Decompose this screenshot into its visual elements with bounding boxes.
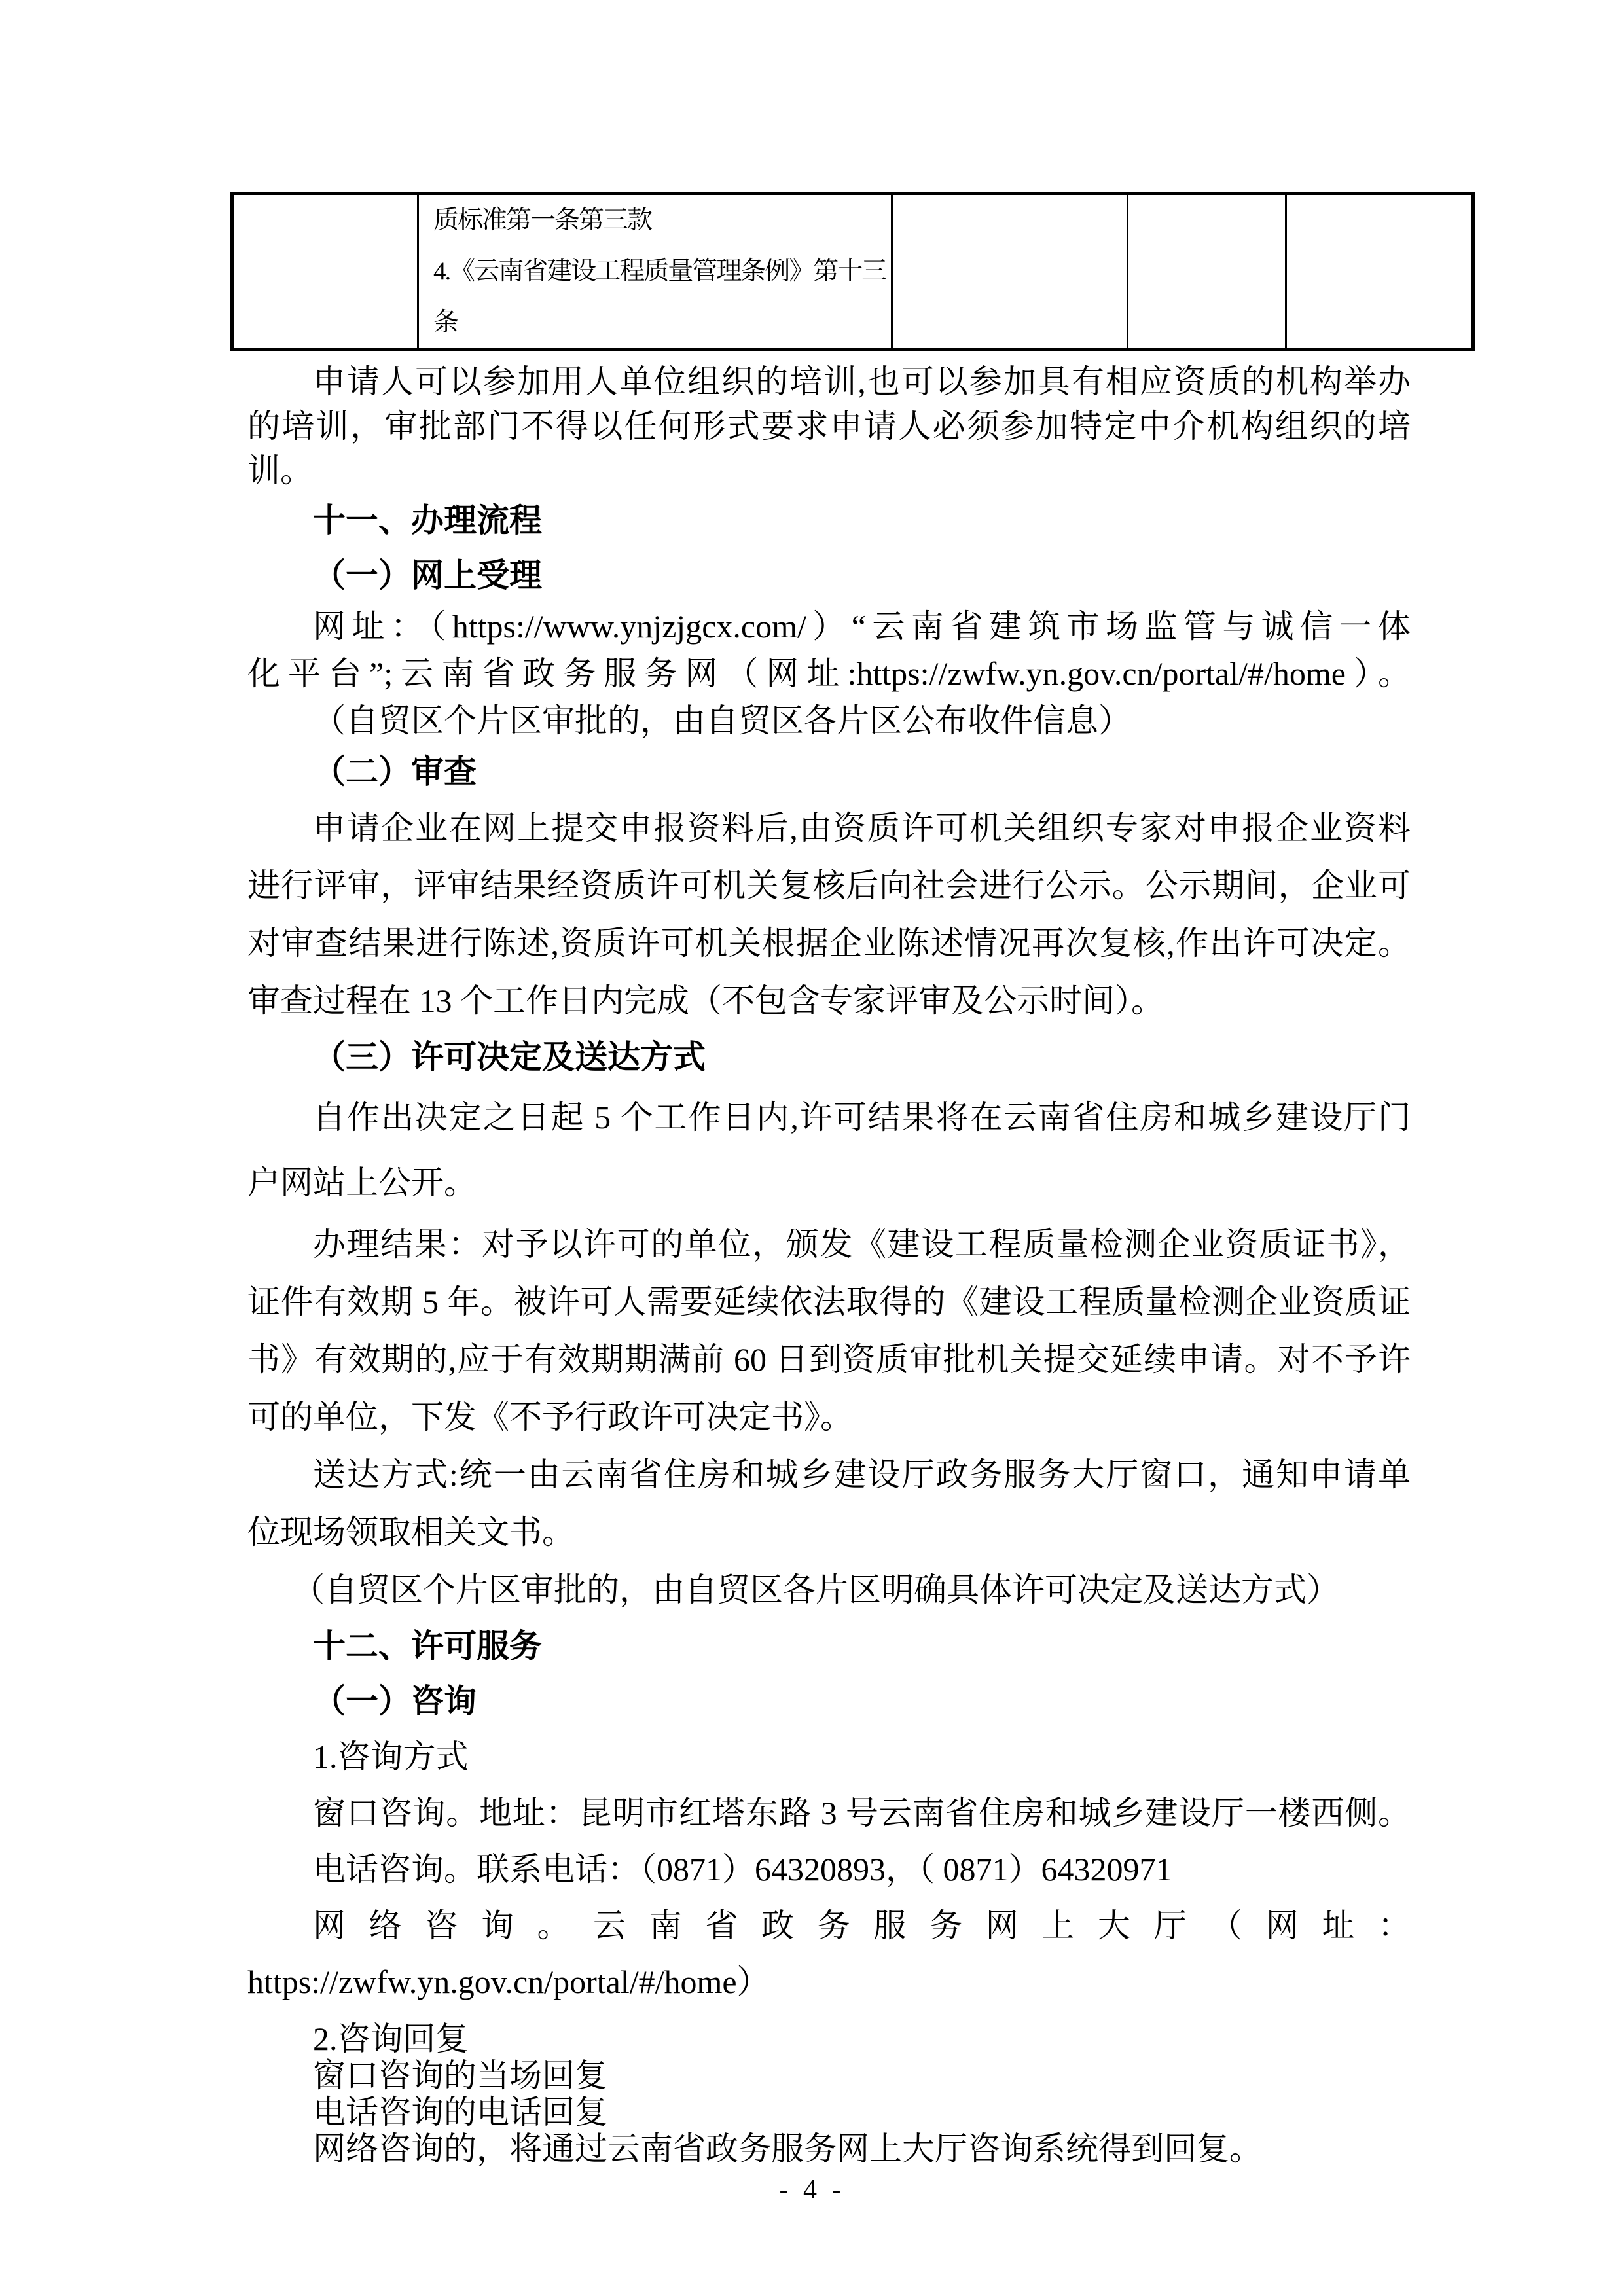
section-heading: （二）审查 — [313, 753, 477, 790]
table-cell-2 — [418, 194, 892, 350]
text-line: 送达方式:统一由云南省住房和城乡建设厅政务服务大厅窗口，通知申请单 — [313, 1456, 1411, 1493]
text-line: 申请人可以参加用人单位组织的培训,也可以参加具有相应资质的机构举办 — [313, 363, 1411, 400]
section-heading: （三）许可决定及送达方式 — [313, 1039, 706, 1075]
text-line: 办理结果：对予以许可的单位，颁发《建设工程质量检测企业资质证书》， — [313, 1226, 1411, 1263]
text-line: 户网站上公开。 — [247, 1164, 477, 1201]
text-line: 2.咨询回复 — [313, 2020, 469, 2057]
text-line: 窗口咨询的当场回复 — [313, 2057, 607, 2094]
legal-basis-table — [230, 192, 1475, 351]
url-line: https://zwfw.yn.gov.cn/portal/#/home） — [247, 1964, 770, 2000]
text-line: 申请企业在网上提交申报资料后,由资质许可机关组织专家对申报企业资料 — [313, 810, 1411, 846]
page-content — [230, 192, 1471, 2167]
section-heading: 十一、办理流程 — [313, 502, 542, 539]
text-line: 网络咨询的，将通过云南省政务服务网上大厅咨询系统得到回复。 — [313, 2130, 1262, 2167]
text-line: 网址：（https://www.ynjzjgcx.com/）“云南省建筑市场监管与诚信一体 — [313, 608, 1411, 645]
text-line: （自贸区个片区审批的，由自贸区各片区公布收件信息） — [313, 702, 1131, 739]
text-line: 化平台”;云南省政务服务网（网址:https://zwfw.yn.gov.cn/portal/#/home）。 — [247, 655, 1411, 692]
page-number: - 4 - — [779, 2175, 845, 2205]
table-cell-text: 条 — [433, 308, 458, 336]
table-cell-text: 质标准第一条第三款 — [433, 206, 652, 234]
text-line: 进行评审，评审结果经资质许可机关复核后向社会进行公示。公示期间，企业可 — [247, 867, 1411, 904]
section-heading: （一）网上受理 — [313, 557, 542, 594]
text-line: 网络咨询。云南省政务服务网上大厅（网址： — [313, 1907, 1411, 1944]
text-line: 证件有效期 5 年。被许可人需要延续依法取得的《建设工程质量检测企业资质证 — [247, 1283, 1411, 1320]
text-line: 审查过程在 13 个工作日内完成（不包含专家评审及公示时间）。 — [247, 982, 1164, 1019]
text-line: 自作出决定之日起 5 个工作日内,许可结果将在云南省住房和城乡建设厅门 — [313, 1099, 1411, 1136]
text-line: 1.咨询方式 — [313, 1738, 469, 1775]
table-cell-4 — [1128, 194, 1286, 350]
text-line: 电话咨询。联系电话：（0871）64320893，（ 0871）64320971 — [313, 1851, 1172, 1888]
table-cell-text: 4.《云南省建设工程质量管理条例》第十三 — [433, 257, 886, 285]
text-line: 的培训，审批部门不得以任何形式要求申请人必须参加特定中介机构组织的培 — [247, 408, 1411, 444]
table-cell-3 — [892, 194, 1128, 350]
section-heading: （一）咨询 — [313, 1683, 477, 1719]
text-line: 可的单位，下发《不予行政许可决定书》。 — [247, 1399, 853, 1435]
body-text — [247, 359, 1411, 2167]
table-cell-5 — [1286, 194, 1473, 350]
table-row — [232, 194, 1473, 350]
text-line: （自贸区个片区审批的，由自贸区各片区明确具体许可决定及送达方式） — [292, 1571, 1339, 1608]
text-line: 对审查结果进行陈述,资质许可机关根据企业陈述情况再次复核,作出许可决定。 — [247, 925, 1411, 961]
table-cell-1 — [232, 194, 418, 350]
text-line: 电话咨询的电话回复 — [313, 2094, 607, 2130]
text-line: 位现场领取相关文书。 — [247, 1514, 575, 1551]
text-line: 窗口咨询。地址：昆明市红塔东路 3 号云南省住房和城乡建设厅一楼西侧。 — [313, 1795, 1411, 1831]
text-line: 书》有效期的,应于有效期期满前 60 日到资质审批机关提交延续申请。对不予许 — [247, 1341, 1411, 1378]
section-heading: 十二、许可服务 — [313, 1628, 542, 1664]
text-line: 训。 — [247, 452, 313, 489]
